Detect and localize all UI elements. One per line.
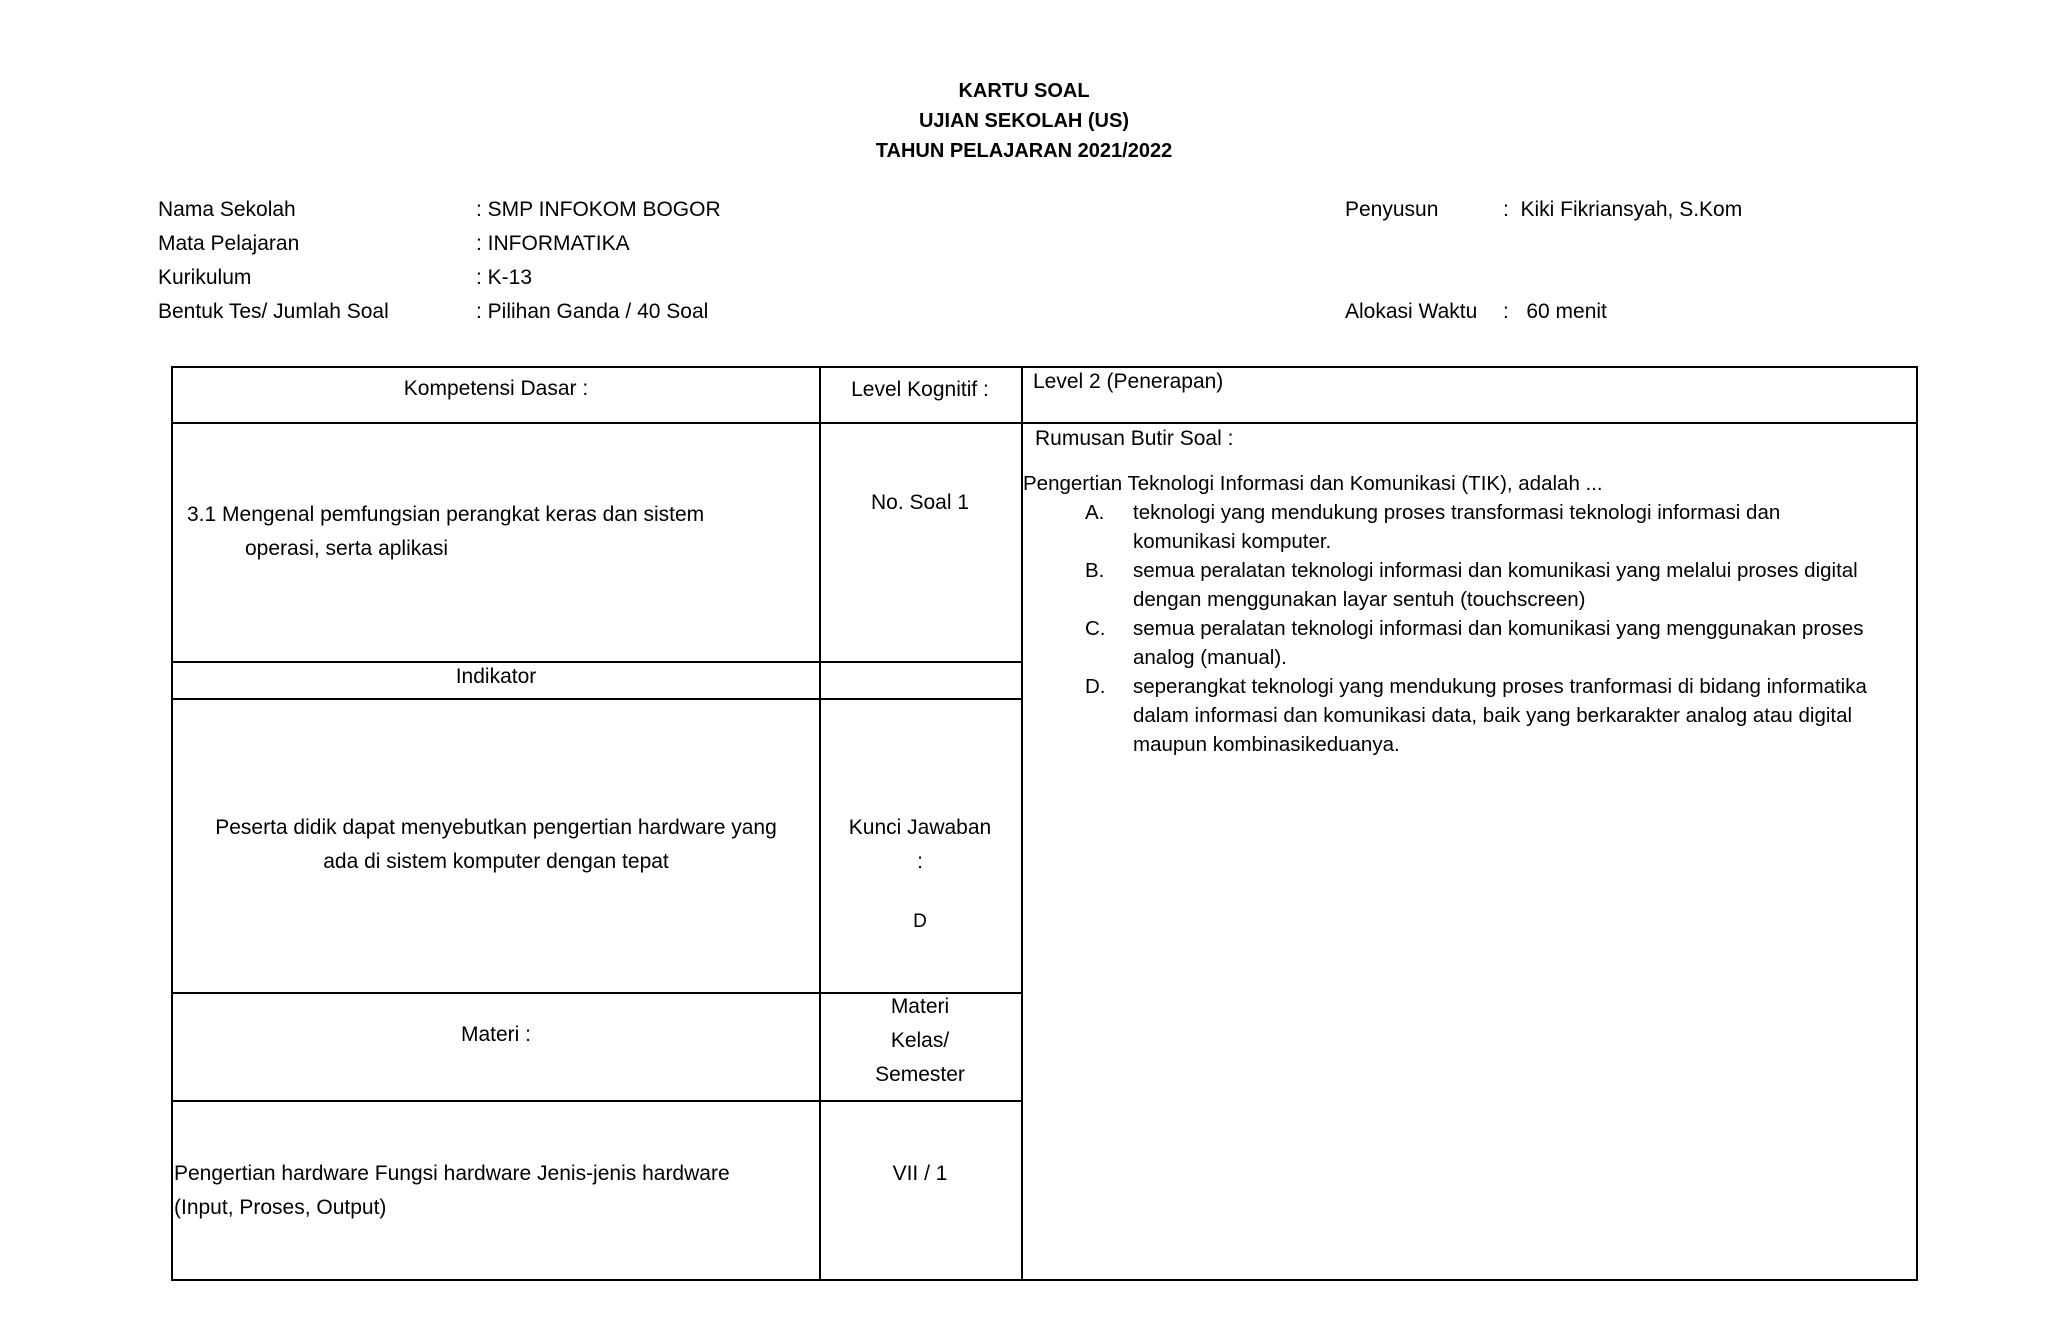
title-line-3: TAHUN PELAJARAN 2021/2022: [875, 140, 1173, 162]
question-stem: Pengertian Teknologi Informasi dan Komunikasi (TIK), adalah ...: [1023, 472, 1603, 495]
materi-text-line-2: (Input, Proses, Output): [174, 1196, 387, 1219]
option-d-letter: D.: [1085, 675, 1106, 698]
indikator-label: Indikator: [455, 665, 537, 688]
kompetensi-dasar-label: Kompetensi Dasar :: [403, 377, 589, 400]
materi-kelas-semester-label: [819, 990, 1021, 1092]
info-penyusun-value: : Kiki Fikriansyah, S.Kom: [1503, 198, 1743, 221]
info-value-sekolah: : SMP INFOKOM BOGOR: [476, 198, 721, 221]
option-d-text: seperangkat teknologi yang mendukung proses tranformasi di bidang informatika dalam informasi dan komunikasi data, baik yang berkarakter analog atau digital maupun kombinasikeduanya.: [1133, 675, 1867, 756]
kd-text-line-1: 3.1 Mengenal pemfungsian perangkat keras dan sistem: [187, 503, 705, 526]
info-value-kurikulum: : K-13: [476, 266, 533, 289]
info-label-kurikulum: Kurikulum: [158, 266, 252, 289]
materi-label: Materi :: [460, 1023, 531, 1046]
option-c: [1085, 614, 1885, 672]
option-a-letter: A.: [1085, 501, 1105, 524]
info-alokasi-label: Alokasi Waktu: [1345, 300, 1478, 323]
option-c-letter: C.: [1085, 617, 1106, 640]
info-label-mapel: Mata Pelajaran: [158, 232, 300, 255]
divider-col-2: [1021, 368, 1023, 1279]
kunci-jawaban-value: D: [913, 911, 927, 932]
materi-kelas-line-2: Kelas/: [890, 1029, 950, 1052]
info-value-mapel: : INFORMATIKA: [476, 232, 630, 255]
info-label-bentuk: Bentuk Tes/ Jumlah Soal: [158, 300, 389, 323]
option-b-letter: B.: [1085, 559, 1105, 582]
no-soal: No. Soal 1: [870, 491, 970, 514]
kd-text-line-2: operasi, serta aplikasi: [245, 537, 449, 560]
kelas-semester-value: VII / 1: [892, 1162, 948, 1185]
materi-kelas-line-3: Semester: [875, 1063, 965, 1086]
indikator-text-line-2: ada di sistem komputer dengan tepat: [323, 850, 669, 873]
option-a: [1085, 498, 1885, 556]
info-value-bentuk: : Pilihan Ganda / 40 Soal: [476, 300, 709, 323]
level-kognitif-value: Level 2 (Penerapan): [1033, 370, 1224, 393]
kunci-jawaban-colon: :: [917, 850, 923, 873]
info-labels: [158, 193, 389, 329]
title-line-1: KARTU SOAL: [958, 80, 1090, 102]
title-line-2: UJIAN SEKOLAH (US): [918, 110, 1129, 132]
divider-row-indikator: [173, 698, 1023, 700]
materi-text-line-1: Pengertian hardware Fungsi hardware Jenis-jenis hardware: [174, 1162, 730, 1185]
materi-kelas-line-1: Materi: [890, 995, 950, 1018]
option-d: [1085, 672, 1885, 759]
option-c-text: semua peralatan teknologi informasi dan komunikasi yang menggunakan proses analog (manual).: [1133, 617, 1864, 669]
info-label-sekolah: Nama Sekolah: [158, 198, 296, 221]
kunci-jawaban-label: Kunci Jawaban: [848, 816, 992, 839]
option-b: [1085, 556, 1885, 614]
info-penyusun-label: Penyusun: [1345, 198, 1439, 221]
info-alokasi-value: : 60 menit: [1503, 300, 1607, 323]
indikator-text-line-1: Peserta didik dapat menyebutkan pengertian hardware yang: [215, 816, 777, 839]
document-title: [0, 76, 2048, 166]
info-values: [476, 193, 721, 329]
divider-row-materi: [173, 1100, 1023, 1102]
option-b-text: semua peralatan teknologi informasi dan komunikasi yang melalui proses digital dengan menggunakan layar sentuh (touchscreen): [1133, 559, 1858, 611]
option-a-text: teknologi yang mendukung proses transformasi teknologi informasi dan komunikasi komputer.: [1133, 501, 1781, 553]
answer-options: [1085, 498, 1885, 759]
level-kognitif-label: Level Kognitif :: [851, 378, 989, 401]
rumusan-butir-soal-label: Rumusan Butir Soal :: [1035, 427, 1234, 450]
